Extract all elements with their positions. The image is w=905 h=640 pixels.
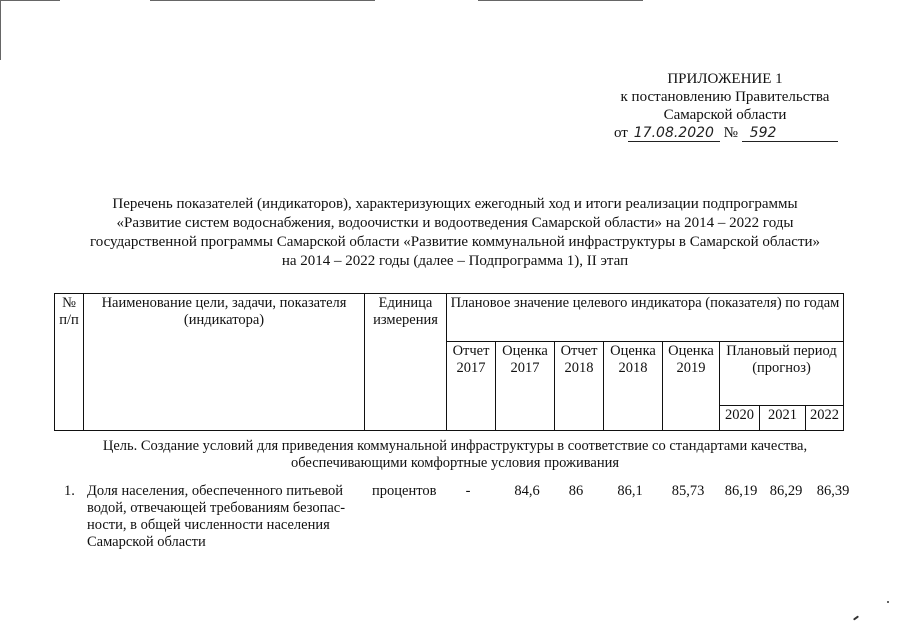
col-header-year-2020: 2020: [720, 406, 760, 431]
title-line-2: «Развитие систем водоснабжения, водоочистки и водоотведения Самарской области» на 2014 – 2022 годы: [116, 215, 794, 231]
value-2022: 86,39: [816, 483, 850, 499]
value-estimate-2017: 84,6: [514, 483, 540, 499]
number-prefix: №: [723, 125, 738, 141]
appendix-block: [600, 70, 850, 142]
indicator-name-line-4: Самарской области: [87, 534, 206, 550]
indicator-unit: процентов: [372, 483, 437, 499]
indicator-name-line-2: водой, отвечающей требованиям безопас-: [87, 500, 346, 516]
appendix-line-3: Самарской области: [663, 107, 787, 123]
title-line-4: на 2014 – 2022 годы (далее – Подпрограмма 1), II этап: [281, 253, 629, 269]
goal-text: Цель. Создание условий для приведения коммунальной инфраструктуры в соответствие со стандартами качества, обеспечивающими комфортные условия проживания: [102, 438, 808, 471]
title-line-3: государственной программы Самарской области «Развитие коммунальной инфраструктуры в Самарской области»: [89, 234, 821, 250]
handwritten-date: 17.08.2020: [628, 126, 720, 142]
scan-edge-top-1: [0, 0, 60, 1]
col-header-plan: Плановое значение целевого индикатора (показателя) по годам: [447, 294, 844, 342]
col-header-estimate-2017: Оценка 2017: [496, 342, 555, 431]
col-header-report-2017: Отчет 2017: [447, 342, 496, 431]
appendix-date-line: [600, 124, 850, 142]
value-report-2018: 86: [568, 483, 584, 499]
title-line-1: Перечень показателей (индикаторов), характеризующих ежегодный ход и итоги реализации подпрограммы: [112, 196, 798, 212]
indicator-name-line-1: Доля населения, обеспеченного питьевой: [87, 483, 343, 499]
scan-edge-top-3: [478, 0, 643, 1]
pen-mark: [853, 615, 859, 620]
appendix-line-2: к постановлению Правительства: [620, 89, 830, 105]
appendix-title: ПРИЛОЖЕНИЕ 1: [667, 71, 783, 87]
col-header-num: № п/п: [55, 294, 84, 431]
col-header-planned-period: Плановый период (прогноз): [720, 342, 844, 406]
col-header-estimate-2018: Оценка 2018: [604, 342, 663, 431]
col-header-year-2022: 2022: [806, 406, 844, 431]
col-header-year-2021: 2021: [760, 406, 806, 431]
value-estimate-2019: 85,73: [671, 483, 705, 499]
col-header-name: Наименование цели, задачи, показателя (индикатора): [84, 294, 365, 431]
document-title: [40, 195, 870, 271]
scan-edge-left: [0, 0, 1, 60]
value-estimate-2018: 86,1: [617, 483, 643, 499]
col-header-estimate-2019: Оценка 2019: [663, 342, 720, 431]
handwritten-number: 592: [742, 126, 838, 142]
scan-edge-top-2: [150, 0, 375, 1]
col-header-report-2018: Отчет 2018: [555, 342, 604, 431]
date-prefix: от: [614, 125, 628, 141]
value-2020: 86,19: [724, 483, 758, 499]
pen-dot: [887, 601, 889, 603]
indicator-table-header: [54, 293, 844, 431]
value-report-2017: -: [465, 483, 471, 499]
indicator-num: 1.: [64, 483, 75, 499]
indicator-name-line-3: ности, в общей численности населения: [87, 517, 330, 533]
value-2021: 86,29: [769, 483, 803, 499]
indicator-name: [87, 483, 367, 551]
col-header-unit: Единица измерения: [365, 294, 447, 431]
